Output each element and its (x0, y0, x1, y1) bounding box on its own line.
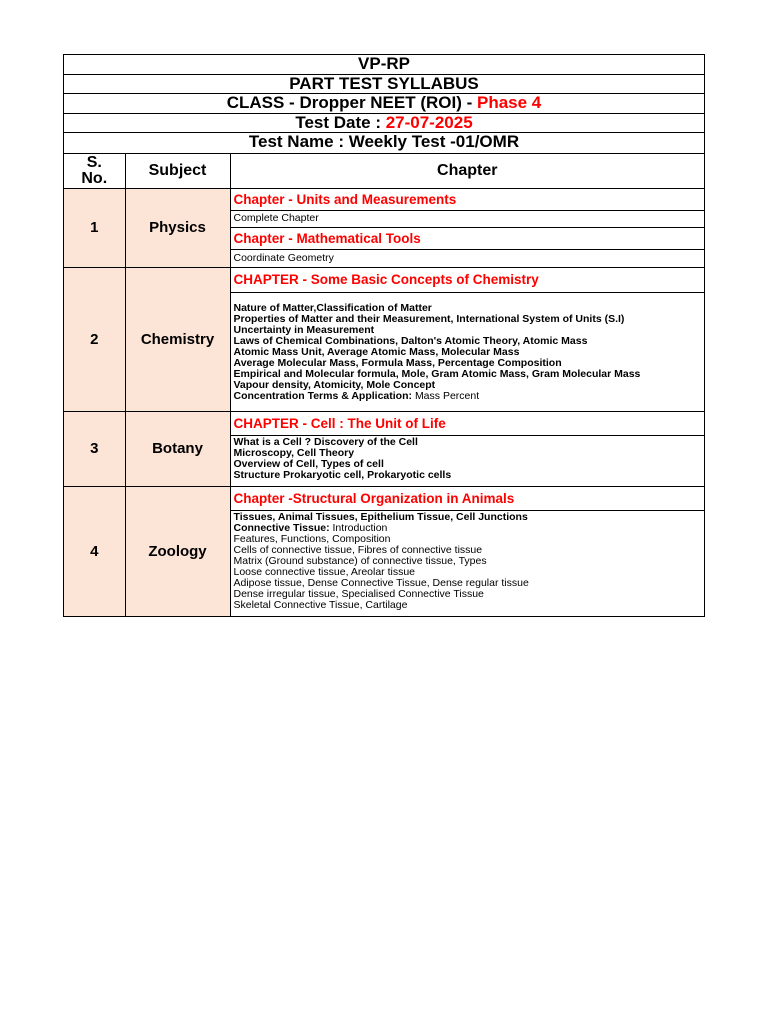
topic-item: Coordinate Geometry (233, 251, 334, 264)
chapter-cell (230, 267, 704, 411)
table-row (64, 411, 704, 486)
topic-normal: Introduction (332, 521, 388, 534)
topic-list (231, 250, 705, 267)
subject-cell: Physics (125, 188, 230, 267)
table-header-row (64, 153, 704, 188)
topic-item: Adipose tissue, Dense Connective Tissue, Dense regular tissue (233, 576, 529, 589)
subject-cell: Zoology (125, 486, 230, 616)
test-name: Test Name : Weekly Test -01/OMR (248, 133, 520, 151)
topic-item: Overview of Cell, Types of cell (233, 457, 384, 470)
topic-item: Features, Functions, Composition (233, 532, 391, 545)
topic-item: Dense irregular tissue, Specialised Connective Tissue (233, 587, 484, 600)
chapter-title: Chapter - Mathematical Tools (231, 228, 705, 250)
test-date-label: Test Date : (295, 113, 386, 132)
phase-label: Phase 4 (477, 94, 542, 112)
topic-list (231, 293, 705, 404)
col-subject-header: Subject (125, 153, 230, 188)
topic-item: Tissues, Animal Tissues, Epithelium Tissue, Cell Junctions (233, 510, 528, 523)
table-row (64, 267, 704, 411)
chapter-title: CHAPTER - Some Basic Concepts of Chemistry (231, 268, 705, 293)
topic-bold: Connective Tissue: (233, 521, 333, 534)
topic-item: Microscopy, Cell Theory (233, 446, 355, 459)
topic-item (234, 523, 703, 534)
topic-item: What is a Cell ? Discovery of the Cell (233, 435, 418, 448)
syllabus-table (64, 153, 704, 617)
row-number: 2 (64, 267, 125, 411)
subject-cell: Chemistry (125, 267, 230, 411)
class-line (64, 94, 704, 114)
topic-item: Laws of Chemical Combinations, Dalton's Atomic Theory, Atomic Mass (233, 334, 588, 347)
chapter-cell (230, 188, 704, 267)
col-chapter-header: Chapter (230, 153, 704, 188)
chapter-cell (230, 486, 704, 616)
row-number: 3 (64, 411, 125, 486)
table-row (64, 486, 704, 616)
test-date-line (64, 114, 704, 134)
document-title: PART TEST SYLLABUS (64, 75, 704, 95)
subject-cell: Botany (125, 411, 230, 486)
chapter-title: Chapter -Structural Organization in Animals (231, 487, 705, 511)
chapter-title: Chapter - Units and Measurements (231, 189, 705, 211)
topic-item: Empirical and Molecular formula, Mole, Gram Atomic Mass, Gram Molecular Mass (233, 367, 641, 380)
topic-item: Matrix (Ground substance) of connective tissue, Types (233, 554, 487, 567)
chapter-cell (230, 411, 704, 486)
syllabus-sheet (63, 54, 705, 617)
topic-item: Atomic Mass Unit, Average Atomic Mass, Molecular Mass (233, 345, 520, 358)
topic-normal: Mass Percent (414, 389, 480, 402)
class-label: CLASS - Dropper NEET (ROI) - (226, 94, 477, 112)
topic-list (231, 436, 705, 483)
topic-item: Skeletal Connective Tissue, Cartilage (233, 598, 408, 611)
institute-code: VP-RP (64, 55, 704, 75)
topic-list (231, 511, 705, 613)
topic-item: Vapour density, Atomicity, Mole Concept (233, 378, 436, 391)
topic-item: Structure Prokaryotic cell, Prokaryotic cells (233, 468, 452, 481)
topic-item (234, 391, 703, 402)
topic-list (231, 211, 705, 228)
topic-item: Cells of connective tissue, Fibres of connective tissue (233, 543, 483, 556)
chapter-title: CHAPTER - Cell : The Unit of Life (231, 412, 705, 436)
topic-item: Uncertainty in Measurement (233, 323, 375, 336)
topic-bold: Concentration Terms & Application: (233, 389, 415, 402)
topic-item: Properties of Matter and their Measurement, International System of Units (S.I) (233, 312, 625, 325)
topic-item: Nature of Matter,Classification of Matter (233, 301, 432, 314)
topic-item: Loose connective tissue, Areolar tissue (233, 565, 416, 578)
row-number: 4 (64, 486, 125, 616)
col-sno-header: S. No. (64, 153, 125, 188)
row-number: 1 (64, 188, 125, 267)
topic-item: Average Molecular Mass, Formula Mass, Percentage Composition (233, 356, 562, 369)
test-date-value: 27-07-2025 (385, 113, 473, 132)
table-row (64, 188, 704, 267)
topic-item: Complete Chapter (233, 211, 319, 224)
